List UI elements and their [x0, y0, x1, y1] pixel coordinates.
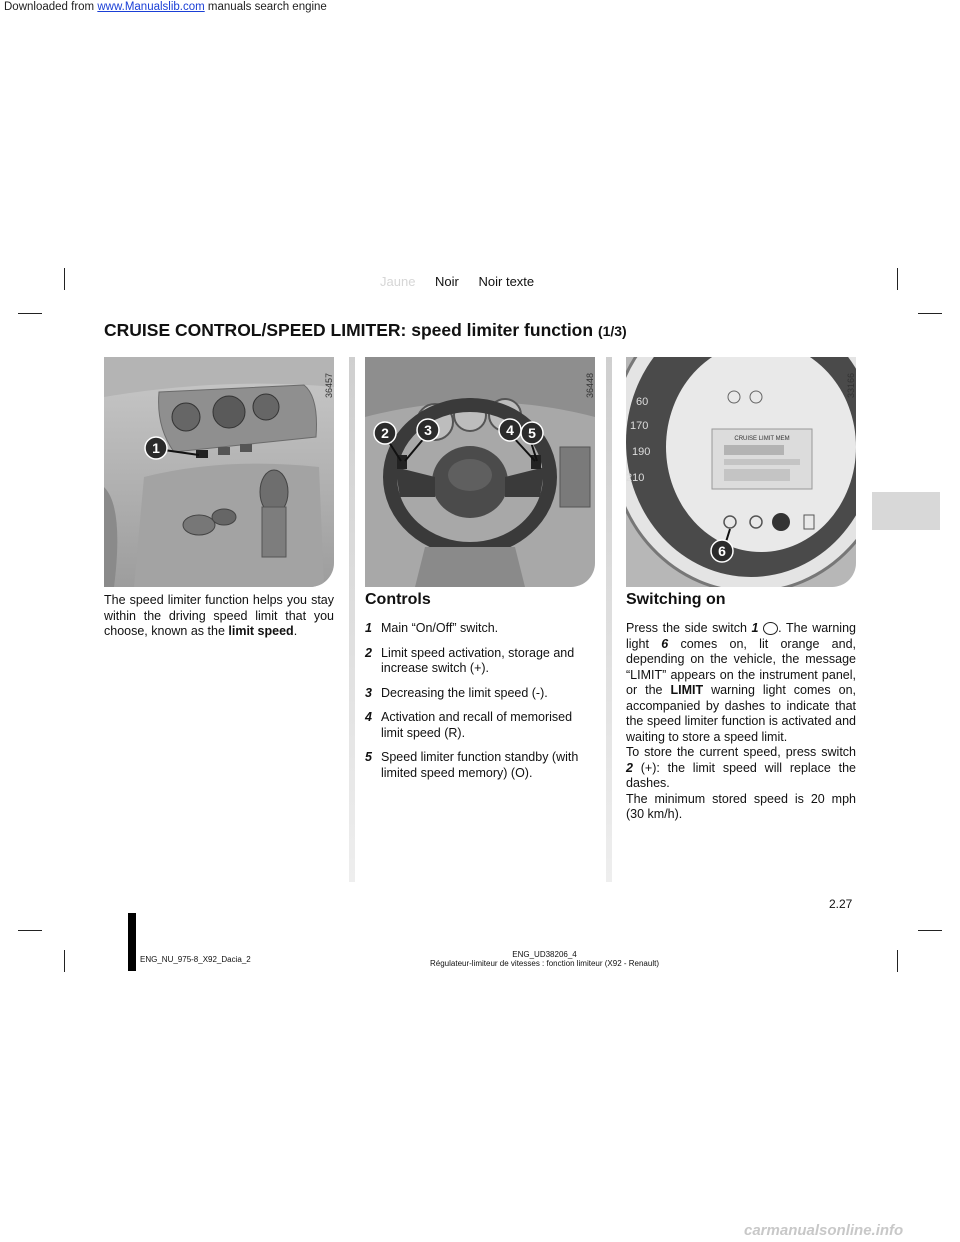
console-illustration	[104, 357, 334, 587]
crop-mark	[918, 930, 942, 931]
crop-mark	[18, 930, 42, 931]
crop-mark	[897, 268, 898, 290]
figure-number: 36448	[585, 372, 595, 398]
callout-6-label: 6	[718, 543, 726, 559]
switching-heading: Switching on	[626, 591, 726, 608]
callout-5-label: 5	[528, 425, 536, 441]
list-item: 5 Speed limiter function standby (with limited speed memory) (O).	[365, 750, 579, 780]
list-item: 4 Activation and recall of memorised limit speed (R).	[365, 710, 573, 740]
column-separator	[349, 357, 355, 882]
svg-text:60: 60	[636, 396, 649, 408]
download-banner: Downloaded from www.Manualslib.com manuals search engine	[4, 1, 327, 13]
speed-limiter-icon	[763, 622, 778, 635]
callout-1-label: 1	[152, 440, 160, 456]
switching-paragraph: Press the side switch 1 . The warning light 6 comes on, lit orange and, depending on the vehicle, the message “LIMIT” appears on the instrument panel, or the LIMIT warning light comes on, accompanied by dashes to indicate that the speed limiter function is activated and waiting to store a speed limit. To store the current speed, press switch 2 (+): the limit speed will replace the dashes. The minimum stored speed is 20 mph (30 km/h).	[626, 621, 857, 821]
color-separation-labels: Jaune Noir Noir texte	[380, 274, 535, 289]
figure-instrument-cluster	[626, 357, 856, 587]
svg-text:170: 170	[630, 420, 649, 432]
footer-code: ENG_NU_975-8_X92_Dacia_2	[140, 955, 251, 964]
column-separator	[606, 357, 612, 882]
crop-mark	[918, 313, 942, 314]
crop-mark	[64, 950, 65, 972]
crop-mark	[18, 313, 42, 314]
watermark: carmanualsonline.info	[744, 1222, 904, 1239]
list-item: 3 Decreasing the limit speed (-).	[365, 685, 548, 700]
controls-section	[365, 591, 595, 790]
crop-mark	[64, 268, 65, 290]
figure-number: 33166	[846, 372, 856, 398]
figure-number: 36457	[324, 372, 334, 398]
section-tab	[872, 492, 940, 530]
page-number: 2.27	[829, 897, 853, 911]
steering-wheel-illustration	[365, 357, 595, 587]
svg-text:190: 190	[632, 446, 651, 458]
crop-mark	[897, 950, 898, 972]
callout-3-label: 3	[424, 422, 432, 438]
figure-console	[104, 357, 334, 587]
switching-on-section	[626, 591, 856, 823]
footer-reference: ENG_UD38206_4 Régulateur-limiteur de vitesses : fonction limiteur (X92 - Renault)	[430, 950, 659, 968]
manualslib-link[interactable]: www.Manualslib.com	[97, 1, 205, 13]
margin-bar	[128, 913, 136, 971]
figure-steering-wheel	[365, 357, 595, 587]
controls-heading: Controls	[365, 591, 431, 608]
page-title: CRUISE CONTROL/SPEED LIMITER: speed limiter function (1/3)	[104, 320, 627, 340]
svg-text:210: 210	[626, 472, 645, 484]
display-label: CRUISE LIMIT MEM	[734, 436, 790, 442]
controls-list	[365, 621, 595, 781]
intro-paragraph: The speed limiter function helps you stay within the driving speed limit that you choose, known as the limit speed.	[104, 593, 334, 638]
list-item: 2 Limit speed activation, storage and increase switch (+).	[365, 645, 575, 675]
callout-4-label: 4	[506, 422, 514, 438]
callout-2-label: 2	[381, 425, 389, 441]
instrument-cluster-illustration	[626, 357, 856, 587]
list-item: 1 Main “On/Off” switch.	[365, 621, 499, 635]
